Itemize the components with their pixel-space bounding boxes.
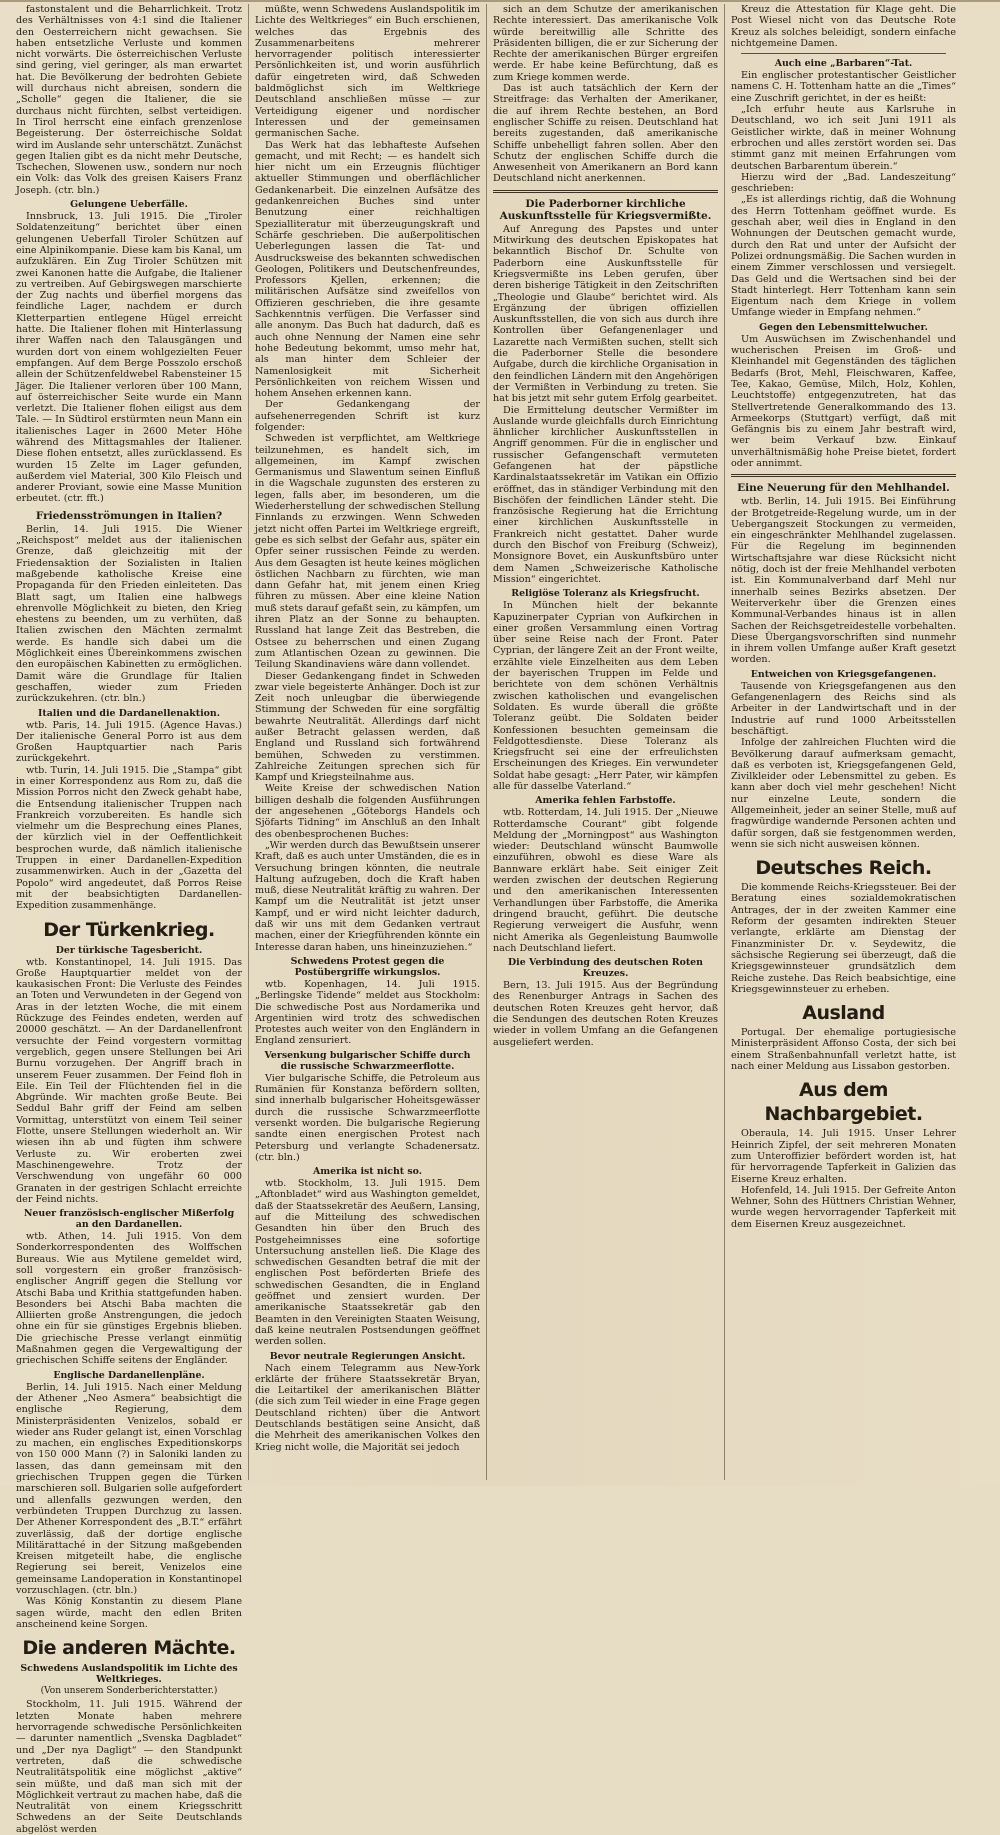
section-heading: Gelungene Ueberfälle.	[70, 199, 188, 211]
article-text: Innsbruck, 13. Juli 1915. Die „Tiroler Soldatenzeitung“ berichtet über einen gelungenen Ueberfall Tiroler Schützen auf eine Alpinikompanie. Diese kam bis Kanal, um aufzuklären. Ein Zug Tiroler Schützen mit zwei Kanonen hatte die Aufgabe, die Italiener zu vertreiben. Auf Gebirgswegen marschierte der Zug nachts und überfiel morgens das feindliche Lager, nachdem er durch Kletterpartien entlegene Hügel erreicht hatte. Die Italiener flohen mit Hinterlassung ihrer Waffen nach den Talausgängen und wurden dort von einem wohlgezielten Feuer empfangen. Auf dem Berge Posszolo erschoß allein der Schützenfeldwebel Rabensteiner 15 Jäger. Die Italiener verloren über 100 Mann, auf österreichischer Seite wurde ein Mann verletzt. Die Italiener flohen eiligst aus dem Tale. — In Südtirol erstürmten neun Mann ein italienisches Lager in 2600 Meter Höhe während des Mittagsmahles der Italiener. Diese flohen entsetzt, alles zurücklassend. Es wurden 15 Zelte im Lager gefunden, außerdem viel Material, 300 Kilo Fleisch und anderer Proviant, sowie eine Masse Munition erbeutet. (ctr. fft.)	[16, 211, 242, 505]
section-heading: Schwedens Auslandspolitik im Lichte des Weltkrieges.	[20, 1663, 238, 1686]
article-text: wtb. Paris, 14. Juli 1915. (Agence Havas.) Der italienische General Porro ist aus dem Großen Hauptquartier nach Paris zurückgekehrt.	[16, 719, 242, 765]
section-heading: Amerika ist nicht so.	[312, 1166, 423, 1178]
article-text: Dieser Gedankengang findet in Schweden zwar viele begeisterte Anhänger. Doch ist zur Zeit noch unleugbar die überwiegende Stimmung der Schweden für eine sorgfältig bewahrte Neutralität. Allerdings darf nicht außer Betracht gelassen werden, daß England und Russland sich fortwährend bemühen, Schweden zu verstimmen. Zahlreiche Zeitungen sprechen sich für Kampf und Kriegsteilnahme aus.	[255, 670, 480, 784]
article-text: wtb. Konstantinopel, 14. Juli 1915. Das Große Hauptquartier meldet von der kaukasischen Front: Die Verluste des Feindes an Toten und Verwundeten in der Gegend von Aras in der letzten Woche, die mit einem Rückzuge des Feindes endeten, werden auf 20000 geschätzt. — An der Dardanellenfront versuchte der Feind vorgestern vormittag vergeblich, gegen unsere Stellungen bei Ari Burnu vorzugehen. Der Angriff brach in unserem Feuer zusammen. Der Feind floh in Eile. Ein Teil der Flüchtenden fiel in die Abgründe. Wir machten große Beute. Bei Seddul Bahr griff der Feind am selben Vormittag, unterstützt von einem Teil seiner Flotte, unsere Stellungen wiederholt an. Wir wiesen ihn ab und fügten ihm schwere Verluste zu. Wir eroberten zwei Maschinengewehre. Trotz der Verschwendung von ungefähr 60 000 Granaten in der gestrigen Schlacht erreichte der Feind nichts.	[16, 956, 242, 1205]
article-text: wtb. Kopenhagen, 14. Juli 1915. „Berlingske Tidende“ meldet aus Stockholm: Die schwedische Post aus Nordamerika und Argentinien wird trotz des schwedischen Protestes auch weiter von den Engländern in England zensuriert.	[255, 978, 480, 1047]
article-text: Weite Kreise der schwedischen Nation billigen deshalb die folgenden Ausführungen der angesehenen „Göteborgs Handels och Sjöfarts Tidning“ im Anschluß an den Inhalt des obenbesprochenen Buches:	[255, 783, 480, 840]
section-heading: Auch eine „Barbaren“-Tat.	[774, 58, 913, 70]
section-heading: Schwedens Protest gegen die Postübergriffe wirkungslos.	[290, 955, 445, 978]
article-text: Der Gedankengang der aufsehenerregenden Schrift ist kurz folgender:	[255, 399, 480, 433]
rubric-heading: Deutsches Reich.	[755, 857, 932, 880]
rubric-heading: Die anderen Mächte.	[22, 1637, 236, 1660]
rubric-heading: Der Türkenkrieg.	[43, 918, 215, 941]
page-edge	[0, 0, 1000, 2]
article-text: Das Werk hat das lebhafteste Aufsehen gemacht, und mit Recht; — es handelt sich hier nicht um ein Erzeugnis flüchtiger aktueller Stimmungen und oberflächlicher Gedankenarbeit. Die einzelnen Aufsätze des gedankenreichen Buches sind unter Benutzung einer reichhaltigen Spezialliteratur mit überzeugungskraft und Schärfe geschrieben. Die außerpolitischen Ueberlegungen lassen die Tat- und Ausdrucksweise des bekannten schwedischen Geologen, Politikers und Deutschenfreundes, Professors Kjellen, erkennen; die militärischen Aufsätze sind zweifellos von Offizieren geschrieben, die ihre gesamte Sachkenntnis verfügen. Die Verfasser sind alle anonym. Das Buch hat dadurch, daß es auch ohne Nennung der Namen eine sehr hohe Bedeutung bekommt, umso mehr hat, als man hinter dem Schleier der Namenlosigkeit mit Sicherheit Persönlichkeiten von reichem Wissen und hohem Ansehen erkennen kann.	[255, 139, 480, 400]
column-2	[248, 4, 486, 1480]
article-text: Kreuz die Attestation für Klage geht. Die Post Wiesel nicht von das Deutsche Rote Kreuz als solches beleidigt, sondern einfache nichtgemeine Damen.	[731, 4, 956, 49]
article-text: „Es ist allerdings richtig, daß die Wohnung des Herrn Tottenham geöffnet wurde. Es geschah aber, weil dies in England in den Wohnungen der Deutschen gemacht wurde, durch den Rat und unter der Aufsicht der Polizei ordnungsmäßig. Die Sachen wurden in einem Zimmer verschlossen und versiegelt. Das Geld und die Wertsachen sind bei der Stadt hinterlegt. Herr Tottenham kann sein Eigentum nach dem Kriege in vollem Umfange wieder in Empfang nehmen.“	[731, 194, 956, 319]
article-text: Um Auswüchsen im Zwischenhandel und wucherischen Preisen im Groß- und Kleinhandel mit Gegenständen des täglichen Bedarfs (Brot, Mehl, Fleischwaren, Kaffee, Tee, Kakao, Gemüse, Milch, Holz, Kohlen, Leuchtstoffe) entgegenzutreten, hat das Stellvertretende Generalkommando des 13. Armeekorps (Stuttgart) verfügt, daß mit Gefängnis bis zu einem Jahr bestraft wird, wer beim Verkauf bzw. Einkauf unverhältnismäßig hohe Preise bietet, fordert oder annimmt.	[731, 333, 956, 469]
section-heading: Friedensströmungen in Italien?	[35, 509, 223, 522]
article-text: Bern, 13. Juli 1915. Aus der Begründung des Renenburger Antrags in Sachen des deutschen Roten Kreuzes geht hervor, daß die Sendungen des deutschen Roten Kreuzes wieder in vollem Umfang an die Gefangenen ausgeliefert werden.	[493, 980, 718, 1048]
section-heading: Amerika fehlen Farbstoffe.	[535, 795, 676, 807]
section-heading: Bevor neutrale Regierungen Ansicht.	[269, 1350, 466, 1362]
section-heading: Die Paderborner kirchliche Auskunftsstelle für Kriegsvermißte.	[499, 197, 712, 222]
article-text: fastonstalent und die Beharrlichkeit. Trotz des Verhältnisses von 4:1 sind die Italiener den Oesterreichern nicht gewachsen. Sie haben entsetzliche Verluste und kommen nicht vorwärts. Die österreichischen Verluste sind gering, viel geringer, als man erwartet hat. Die Bevölkerung der bedrohten Gebiete will durchaus nicht abreisen, sondern die „Scholle“ gegen die Italiener, die sie durchaus nicht fürchten, selbst verteidigen. In Tirol herrscht eine einfach grenzenlose Begeisterung. Der österreichische Soldat wird im Auslande sehr unterschätzt. Zunächst gegen Italien gibt es da nicht mehr Deutsche, Tschechen, Slowenen usw., sondern nur noch ein Volk: das Volk des greisen Kaisers Franz Joseph. (ctr. bln.)	[16, 4, 242, 196]
article-text: Berlin, 14. Juli 1915. Nach einer Meldung der Athener „Neo Asmera“ beabsichtigt die englische Regierung, dem Ministerpräsidenten Venizelos, sobald er wieder ans Ruder gelangt ist, einen Vorschlag zu machen, ein englisches Expeditionskorps von 150 000 Mann (?) in Saloniki landen zu lassen, das dann gemeinsam mit den griechischen Truppen gegen die Türken marschieren soll. Bulgarien solle aufgefordert und allenfalls gezwungen werden, den verbündeten Truppen Durchzug zu lassen. Der Athener Korrespondent des „B.T.“ erfährt zuverlässig, daß der dortige englische Militärattaché in der Sitzung maßgebenden Kreisen mitgeteilt habe, die englische Regierung sei bereit, Venizelos eine gemeinsame Landoperation in Konstantinopel vorzuschlagen. (ctr. bln.)	[16, 1381, 242, 1596]
article-text: Die Ermittelung deutscher Vermißter im Auslande wurde gleichfalls durch Einrichtung ähnlicher kirchlicher Auskunftsstellen in Angriff genommen. Für die in englischer und russischer Gefangenschaft vermuteten Gefangenen hat der päpstliche Kardinalstaatssekretär im Vatikan ein Offizio eröffnet, das in ständiger Verbindung mit den Bischöfen der feindlichen Länder steht. Die französische Regierung hat die Errichtung einer kirchlichen Auskunftsstelle in Frankreich nicht gestattet. Daher wurde durch den Bischof von Freiburg (Schweiz), Monsignore Bovet, ein Auskunftsbüro unter dem Namen „Schweizerische Katholische Mission“ eingerichtet.	[493, 404, 718, 585]
section-heading: Versenkung bulgarischer Schiffe durch die russische Schwarzmeerflotte.	[264, 1049, 471, 1072]
article-text: „Ich erfuhr heute aus Karlsruhe in Deutschland, wo ich seit Juni 1911 als Geistlicher wirkte, daß in meiner Wohnung erbrochen und alles zerstört worden sei. Das stimmt ganz mit meinen Erfahrungen vom deutschen Barbarentum überein.“	[731, 104, 956, 172]
article-text: wtb. Athen, 14. Juli 1915. Von dem Sonderkorrespondenten des Wolffschen Bureaus. Wie aus Mytilene gemeldet wird, soll vorgestern ein großer französisch-englischer Angriff gegen die Stellung vor Atschi Baba und Krithia stattgefunden haben. Besonders bei Atschi Baba machten die Alliierten große Anstrengungen, die jedoch ohne ein für sie günstiges Ergebnis blieben. Die griechische Presse verlangt einmütig Maßnahmen gegen die Vergewaltigung der griechischen Schiffe seitens der Engländer.	[16, 1231, 242, 1367]
article-text: Tausende von Kriegsgefangenen aus den Gefangenenlagern des Reichs sind als Arbeiter in der Landwirtschaft und in der Industrie auf rund 1000 Arbeitsstellen beschäftigt.	[731, 680, 956, 737]
article-text: Schweden ist verpflichtet, am Weltkriege teilzunehmen, es handelt sich, im allgemeinen, im Kampf zwischen Germanismus und Slawentum seinen Einfluß in die Wagschale zugunsten des ersteren zu legen, falls aber, im besonderen, um die Wiederherstellung der schwedischen Stellung Finnlands zu erzwingen. Wenn Schweden jetzt nicht offen Partei im Weltkriege ergreift, gebe es sich selbst der Gefahr aus, später ein Opfer seiner russischen Feinde zu werden. Aus dem Gesagten ist heute keines möglichen östlichen Nachbarn zu fürchten, wie man dann Gefahr hat, mit jenem einen Krieg führen zu müssen. Aber eine kleine Nation muß stets darauf gefaßt sein, zu kämpfen, um ihren Platz an der Sonne zu behaupten. Russland hat lange Zeit das Bestreben, die Ostsee zu beherrschen und einen Zugang zum Atlantischen Ozean zu gewinnen. Die Teilung Skandinaviens wäre dann vollendet.	[255, 433, 480, 671]
article-text: Hofenfeld, 14. Juli 1915. Der Gefreite Anton Wehner, Sohn des Hüttners Christian Wehner, wurde wegen hervorragender Tapferkeit mit dem Eisernen Kreuz ausgezeichnet.	[731, 1184, 956, 1230]
article-text: Stockholm, 11. Juli 1915. Während der letzten Monate haben mehrere hervorragende schwedische Persönlichkeiten — darunter namentlich „Svenska Dagbladet“ und „Der nya Dagligt“ — den Standpunkt vertreten, daß die schwedische Neutralitätspolitik eine möglichst „aktive“ sein müßte, und daß man sich mit der Möglichkeit vertraut zu machen habe, daß die Neutralität von einem Kriegsschritt Schwedens an der Seite Deutschlands abgelöst werden	[16, 1699, 242, 1835]
article-text: Das ist auch tatsächlich der Kern der Streitfrage: das Verhalten der Amerikaner, die auf ihrem Rechte bestehen, an Bord englischer Schiffe zu reisen. Deutschland hat bereits zugestanden, daß amerikanische Schiffe unbehelligt fahren sollen. Aber den Schutz der englischen Schiffe durch die Anwesenheit von Amerikanern an Bord kann Deutschland nicht anerkennen.	[493, 83, 718, 185]
article-text: Ein englischer protestantischer Geistlicher namens C. H. Tottenham hatte an die „Times“ eine Zuschrift gerichtet, in der es heißt:	[731, 70, 956, 104]
section-heading: Religiöse Toleranz als Kriegsfrucht.	[511, 588, 700, 600]
article-text: Portugal. Der ehemalige portugiesische Ministerpräsident Affonso Costa, der sich bei einem Straßenbahnunfall verletzt hatte, ist nach einer Meldung aus Lissabon gestorben.	[731, 1027, 956, 1073]
column-1	[10, 4, 248, 1835]
rubric-heading: Aus dem Nachbargebiet.	[764, 1079, 923, 1126]
article-text: „Wir werden durch das Bewußtsein unserer Kraft, daß es auch unter Umständen, die es in Versuchung bringen könnten, die neutrale Haltung aufzugeben, doch die Kraft haben muß, diese Neutralität kräftig zu wahren. Der Kampf um die Neutralität ist jetzt unser Kampf, und er wird nicht leichter dadurch, daß wir uns mit dem Gedanken vertraut machen, einer der Kriegführenden könnte ein Interesse daran haben, uns hineinzuziehen.“	[255, 839, 480, 953]
section-heading: Der türkische Tagesbericht.	[55, 944, 203, 956]
article-text: müßte, wenn Schwedens Auslandspolitik im Lichte des Weltkrieges“ ein Buch erschienen, welches das Ergebnis des Zusammenarbeitens mehrerer hervorragender politisch interessierter Persönlichkeiten ist, und worin ausführlich dafür eingetreten wird, daß Schweden baldmöglichst sich im Weltkriege Deutschland anschließen müsse — zur Verteidigung eigener und nordischer Interessen und der gemeinsamen germanischen Sache.	[255, 4, 480, 140]
column-3	[486, 4, 724, 1480]
section-heading: Entweichen von Kriegsgefangenen.	[750, 668, 937, 680]
article-text: Auf Anregung des Papstes und unter Mitwirkung des deutschen Episkopates hat bekanntlich Bischof Dr. Schulte von Paderborn eine Auskunftsstelle für Kriegsvermißte ins Leben gerufen, über deren bisherige Tätigkeit in den Zeitschriften „Theologie und Glaube“ berichtet wird. Als Ergänzung der übrigen offiziellen Auskunftsstellen, die von sich aus durch ihre Kontrollen über Gefangenenlager und Lazarette nach Vermißten suchen, stellt sich die Paderborner Stelle die besondere Aufgabe, durch die kirchliche Organisation in den feindlichen Ländern mit den Angehörigen der Vermißten in Verbindung zu treten. Sie hat bis jetzt mit sehr gutem Erfolg gearbeitet.	[493, 223, 718, 405]
column-4	[724, 4, 962, 1480]
columns	[10, 4, 992, 1835]
article-text: Hierzu wird der „Bad. Landeszeitung“ geschrieben:	[731, 171, 956, 195]
article-text: Die kommende Reichs-Kriegssteuer. Bei der Beratung eines sozialdemokratischen Antrages, der in der zweiten Kammer eine Reform der gesamten indirekten Steuer verlangte, erklärte am Dienstag der Finanzminister Dr. v. Seydewitz, die sächsische Regierung sei überzeugt, daß die Kriegsgewinnsteuer grundsätzlich dem Reiche zustehe. Das Reich beabsichtige, eine Kriegsgewinnsteuer zu erheben.	[731, 882, 956, 995]
article-text: Was König Konstantin zu diesem Plane sagen würde, macht den edlen Briten anscheinend keine Sorgen.	[16, 1596, 242, 1630]
article-text: wtb. Stockholm, 13. Juli 1915. Dem „Aftonbladet“ wird aus Washington gemeldet, daß der Staatssekretär des Aeußern, Lansing, auf die Mitteilung des schwedischen Gesandten hin über den Bruch des Postgeheimnisses eine sofortige Untersuchung anstellen ließ. Die Klage des schwedischen Gesandten betraf die mit der englischen Post beförderten Briefe des schwedischen Gesandten, die in England geöffnet und zensiert wurden. Der amerikanische Staatssekretär gab den Beamten in den Vereinigten Staaten Weisung, daß keine neutralen Postsendungen geöffnet werden sollen.	[255, 1178, 480, 1348]
article-text: wtb. Turin, 14. Juli 1915. Die „Stampa“ gibt in einer Korrespondenz aus Rom zu, daß die Mission Porros nicht den Zweck gehabt habe, die Entsendung italienischer Truppen nach Frankreich vorzubereiten. Es handle sich vielmehr um die Besprechung eines Planes, der kürzlich viel in der Oeffentlichkeit besprochen wurde, daß nämlich italienische Truppen in einer Dardanellen-Expedition zusammenwirken. Auch in der „Gazetta del Popolo“ wird angedeutet, daß Porros Reise mit der beabsichtigten Dardanellen-Expedition zusammenhänge.	[16, 764, 242, 912]
article-text: Berlin, 14. Juli 1915. Die Wiener „Reichspost“ meldet aus der italienischen Grenze, daß gleichzeitig mit der Friedensaktion der Sozialisten in Italien maßgebende katholische Kreise eine Propaganda für den Frieden einleiteten. Das Blatt sagt, um Italien eine halbwegs ehrenvolle Möglichkeit zu bieten, den Krieg ehestens zu beenden, um zu verhüten, daß Italien zwischen den Mächten zermalmt werde. Es handle sich dabei um die Möglichkeit eines Übereinkommens zwischen den europäischen Kabinetten zu ermöglichen. Damit wäre die Grundlage für Italien geschaffen, wieder zum Frieden zurückzukehren. (ctr. bln.)	[16, 523, 242, 705]
divider	[741, 53, 946, 54]
divider	[731, 474, 956, 477]
section-heading: Gegen den Lebensmittelwucher.	[759, 321, 928, 333]
article-text: Infolge der zahlreichen Fluchten wird die Bevölkerung darauf aufmerksam gemacht, daß es verboten ist, Kriegsgefangenen Geld, Zivilkleider oder Lebensmittel zu geben. Es kann aber doch viel mehr geschehen! Nicht nur einzelne Leute, sondern die Allgemeinheit, jeder an seiner Stelle, muß auf fragwürdige wandernde Personen achten und dafür sorgen, daß sie festgenommen werden, wenn sie sich nicht ausweisen können.	[731, 737, 956, 850]
article-text: Nach einem Telegramm aus New-York erklärte der frühere Staatssekretär Bryan, die Leitartikel der amerikanischen Blätter (die sich zum Teil wieder in eine Frage gegen Deutschland richten) über die Antwort Deutschlands bestätigen seine Ansicht, daß die Mehrheit des amerikanischen Volkes den Krieg nicht wolle, die Majorität sei jedoch	[255, 1362, 480, 1453]
section-heading: Englische Dardanellenpläne.	[53, 1369, 205, 1381]
article-text: In München hielt der bekannte Kapuzinerpater Cyprian von Aufkirchen in einer großen Versammlung einen Vortrag über seine Reise nach der Front. Pater Cyprian, der längere Zeit an der Front weilte, erzählte viele Einzelheiten aus dem Leben der bayerischen Truppen im Felde und berichtete von dem schönen Verhältnis zwischen katholischen und evangelischen Soldaten. Es wurde überall die größte Toleranz geübt. Die Soldaten beider Konfessionen besuchten gemeinsam die Feldgottesdienste. Diese Toleranz als Kriegsfrucht sei eine der erfreulichsten Erscheinungen des Krieges. Ein verwundeter Soldat habe gesagt: „Herr Pater, wir kämpfen alle für dasselbe Vaterland.“	[493, 600, 718, 792]
section-heading: Eine Neuerung für den Mehlhandel.	[737, 482, 950, 495]
divider	[493, 190, 718, 193]
section-heading: Neuer französisch-englischer Mißerfolg an den Dardanellen.	[23, 1208, 235, 1231]
article-text: Vier bulgarische Schiffe, die Petroleum aus Rumänien für Konstanza befördern sollten, sind innerhalb bulgarischer Hoheitsgewässer durch die russische Schwarzmeerflotte versenkt worden. Die bulgarische Regierung sandte einen energischen Protest nach Petersburg und verlangte Schadenersatz. (ctr. bln.)	[255, 1072, 480, 1163]
rubric-heading: Ausland	[802, 1002, 885, 1025]
section-heading: Die Verbindung des deutschen Roten Kreuzes.	[508, 957, 703, 980]
article-text: sich an dem Schutze der amerikanischen Rechte interessiert. Das amerikanische Volk würde bereitwillig alle Schritte des Präsidenten billigen, die er zur Sicherung der Rechte der amerikanischen Bürger ergreifen werde. Er habe keine Befürchtung, daß es zum Kriege kommen werde.	[493, 4, 718, 83]
article-text: wtb. Rotterdam, 14. Juli 1915. Der „Nieuwe Rotterdamsche Courant“ gibt folgende Meldung der „Morningpost“ aus Washington wieder: Deutschland wünscht Baumwolle einzuführen, obwohl es diese Ware als Bannware erklärt habe. Seit einiger Zeit werden zwischen der deutschen Regierung und den amerikanischen Interessenten Verhandlungen über Farbstoffe, die Amerika dringend braucht, geführt. Die deutsche Regierung verweigert die Ausfuhr, wenn nicht Amerika als Gegenleistung Baumwolle nach Deutschland liefert.	[493, 807, 718, 954]
article-text: wtb. Berlin, 14. Juli 1915. Bei Einführung der Brotgetreide-Regelung wurde, um in der Uebergangszeit Stockungen zu vermeiden, ein eingeschränkter Mehlhandel zugelassen. Für die Regelung im beginnenden Wirtschaftsjahre war diese Rücksicht nicht nötig, doch ist der freie Mehlhandel verboten ist. Ein Kommunalverband darf Mehl nur innerhalb seines Bezirks absetzen. Der Weiterverkehr über die Grenzen eines Kommunal-Verbandes hinaus ist in allen Sachen der Reichsgetreidestelle vorbehalten. Diese Übergangsvorschriften sind nunmehr in ihrem vollen Umfange außer Kraft gesetzt worden.	[731, 496, 956, 666]
article-text: Oberaula, 14. Juli 1915. Unser Lehrer Heinrich Zipfel, der seit mehreren Monaten zum Unteroffizier befördert worden ist, hat für hervorragende Tapferkeit in Galizien das Eiserne Kreuz erhalten.	[731, 1128, 956, 1185]
section-heading: Italien und die Dardanellenaktion.	[37, 707, 220, 719]
byline: (Von unserem Sonderberichterstatter.)	[40, 1686, 218, 1697]
